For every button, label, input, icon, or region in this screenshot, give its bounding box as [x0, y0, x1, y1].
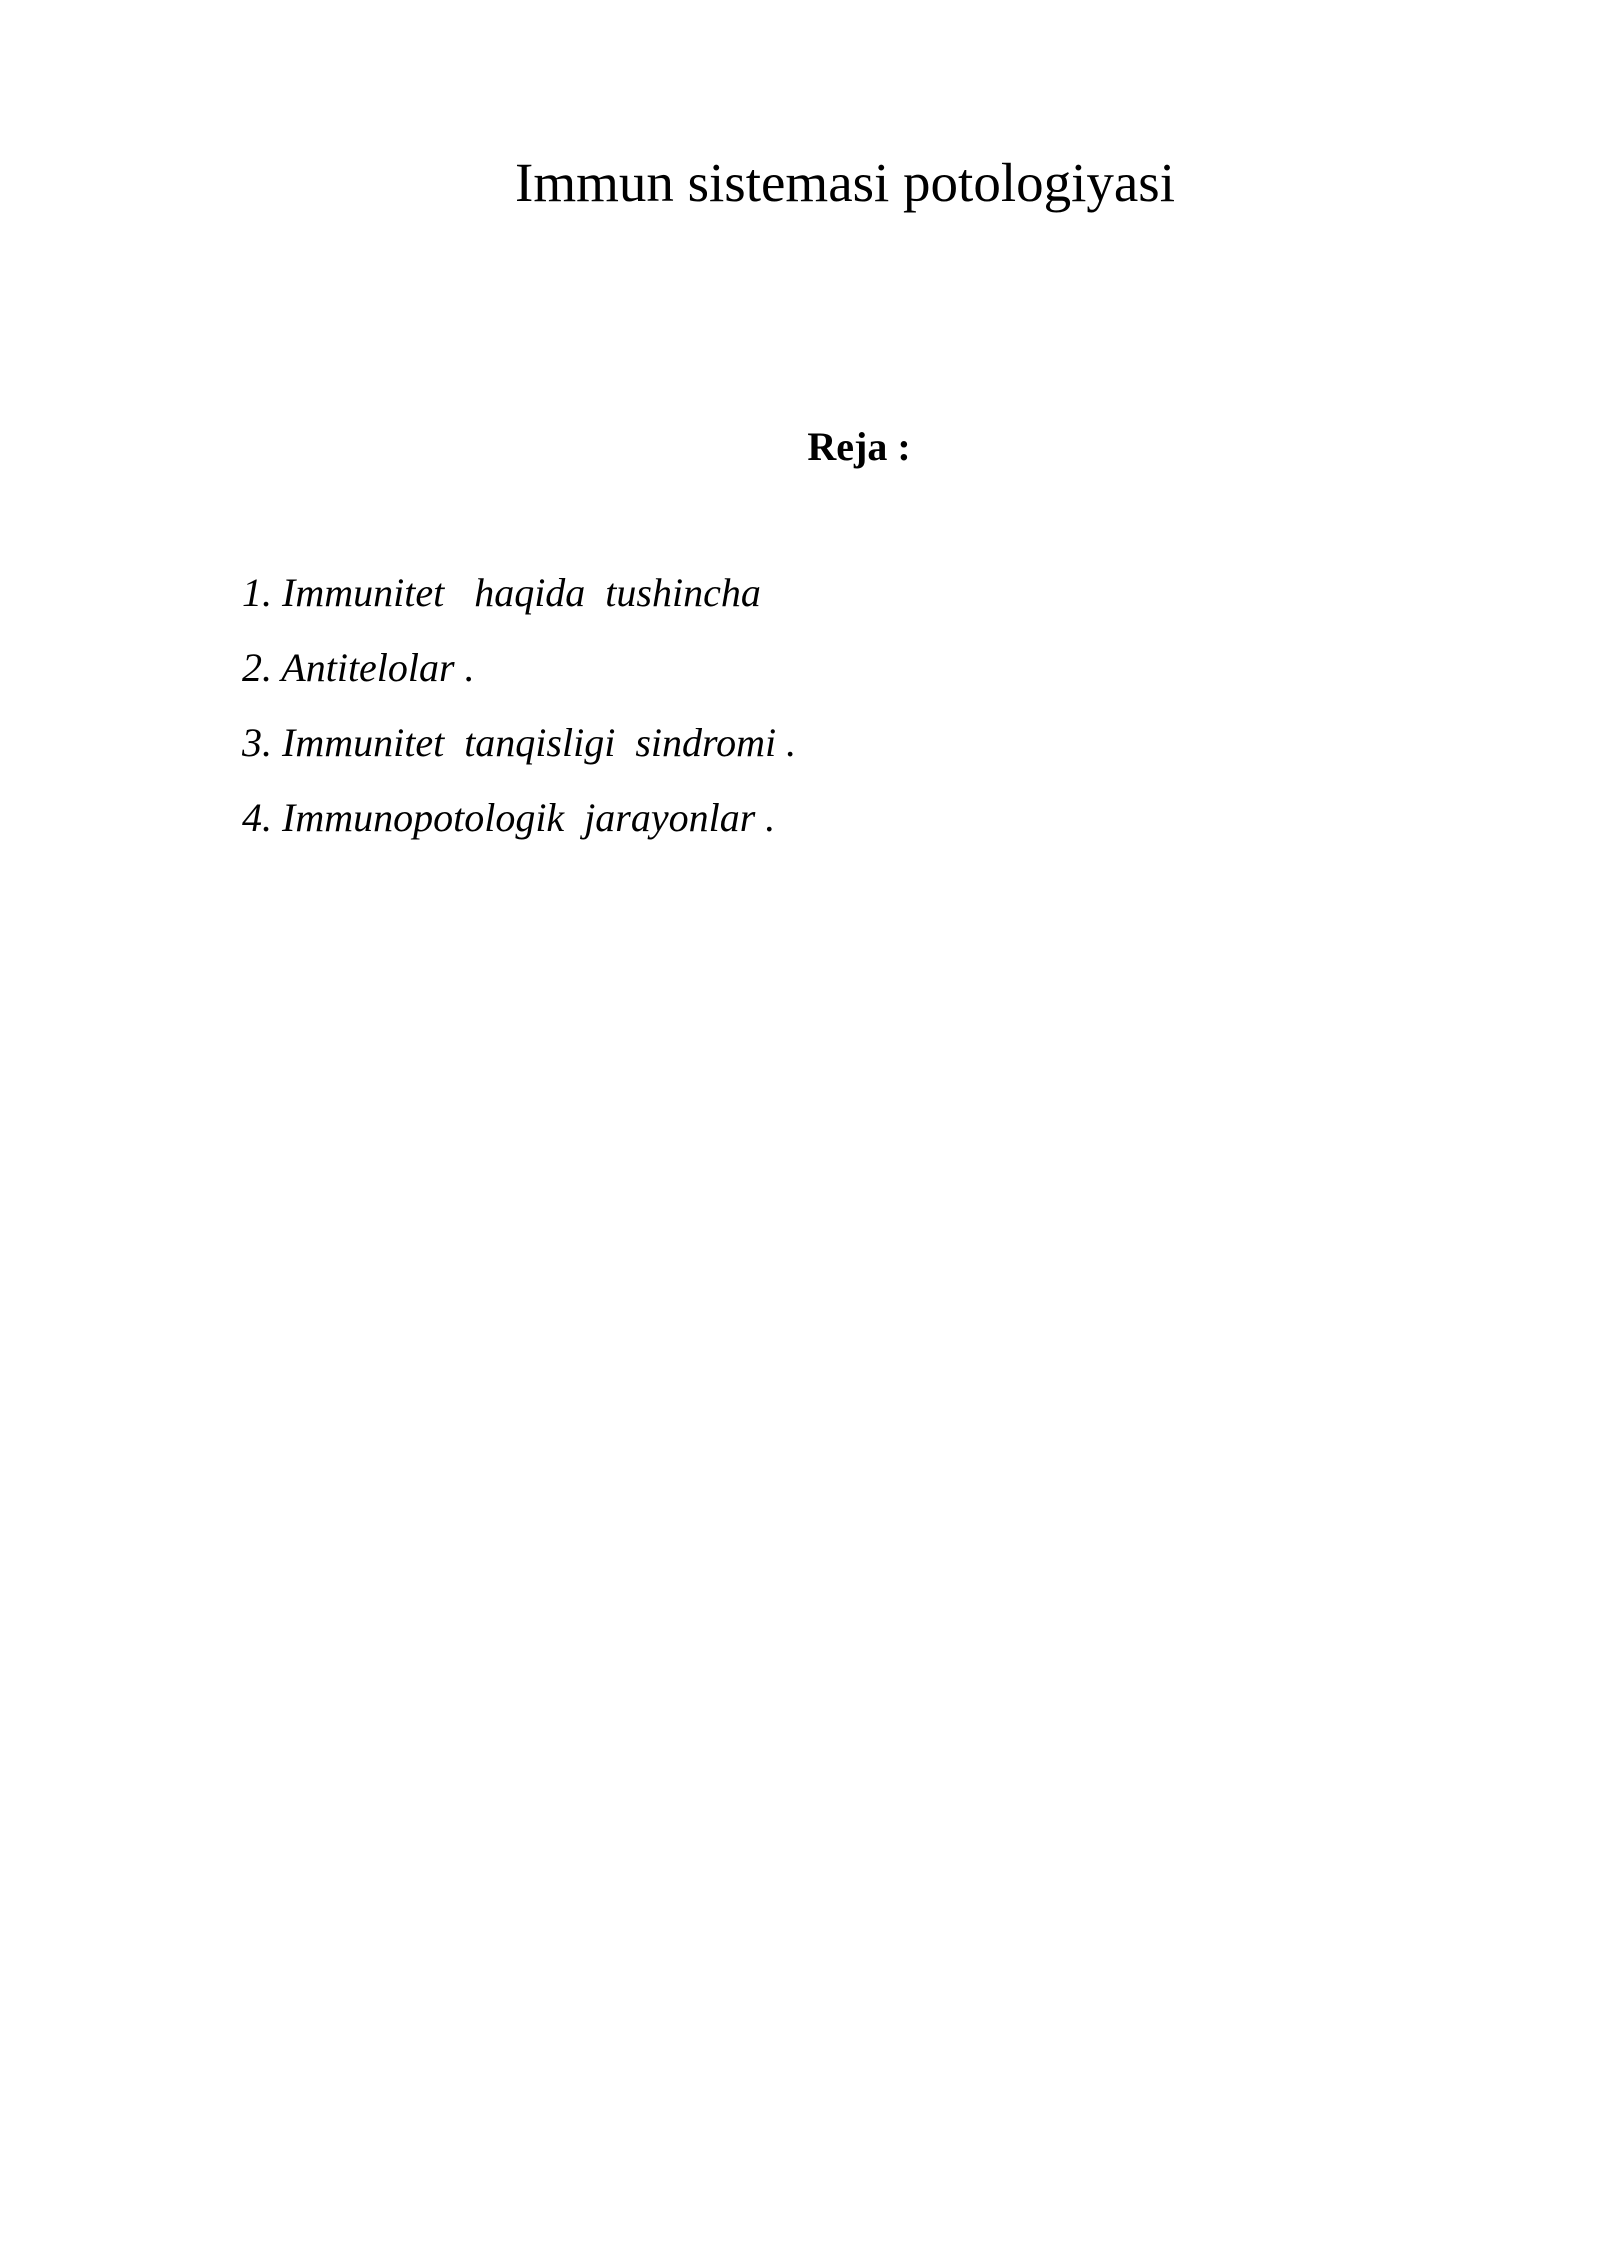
document-title: Immun sistemasi potologiyasi [515, 152, 1175, 213]
plan-item: 3. Immunitet tanqisligi sindromi . [242, 720, 797, 765]
plan-item: 2. Antitelolar . [242, 645, 475, 690]
plan-heading: Reja : [807, 424, 911, 469]
plan-list [242, 568, 796, 868]
plan-item: 4. Immunopotologik jarayonlar . [242, 795, 776, 840]
plan-item: 1. Immunitet haqida tushincha [242, 570, 761, 615]
